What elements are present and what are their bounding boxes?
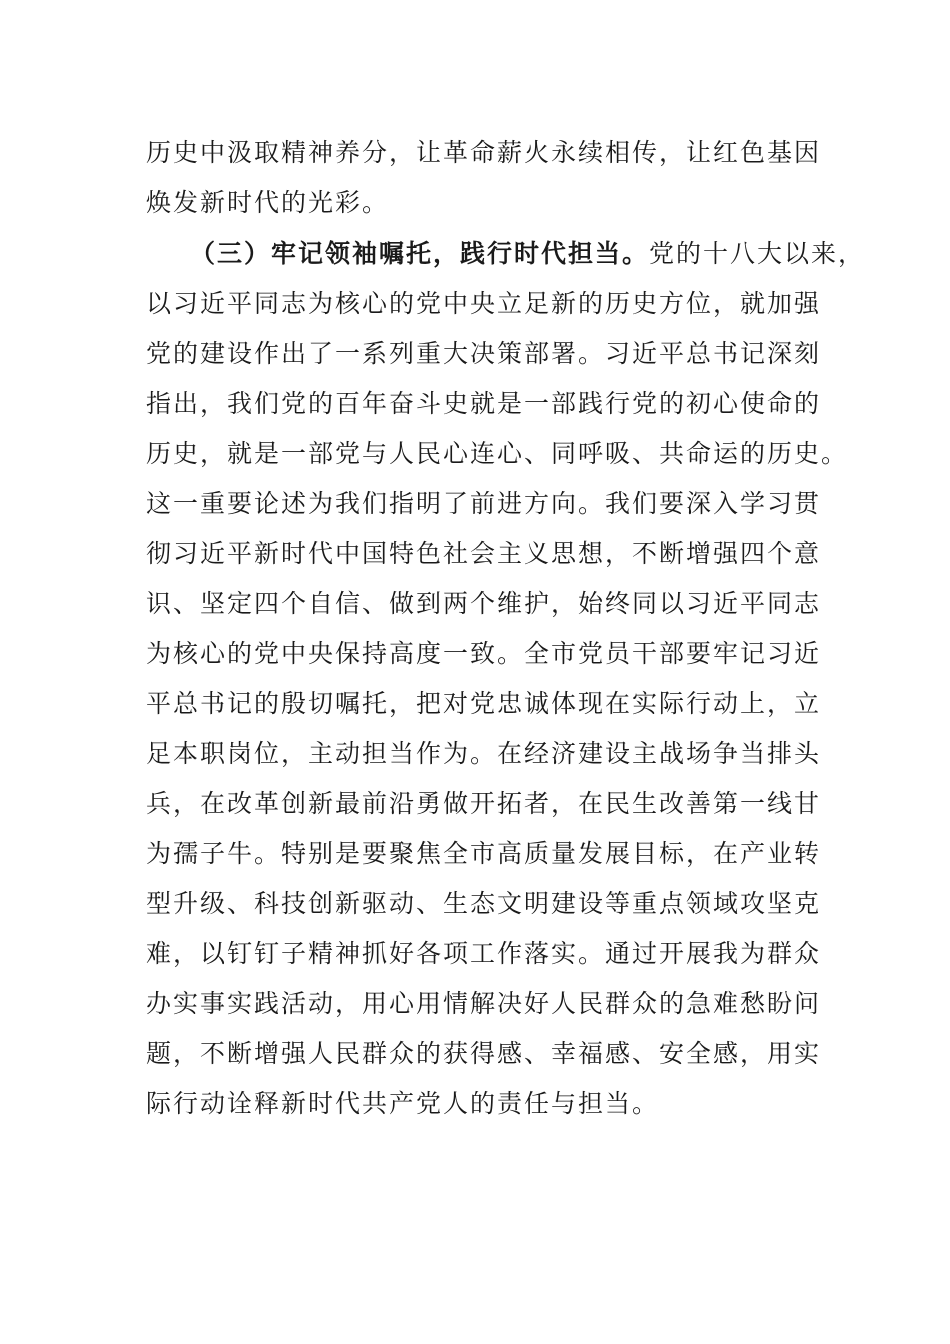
paragraph-2-line-12: 兵，在改革创新最前沿勇做开拓者，在民生改善第一线甘 (146, 789, 822, 818)
paragraph-2-line-10: 平总书记的殷切嘱托，把对党忠诚体现在实际行动上，立 (146, 689, 822, 718)
paragraph-2-line-8: 识、坚定四个自信、做到两个维护，始终同以习近平同志 (146, 589, 822, 618)
paragraph-2-line-17: 题，不断增强人民群众的获得感、幸福感、安全感，用实 (146, 1039, 822, 1068)
paragraph-1-line-1: 历史中汲取精神养分，让革命薪火永续相传，让红色基因 (146, 138, 822, 167)
paragraph-2-line-9: 为核心的党中央保持高度一致。全市党员干部要牢记习近 (146, 639, 822, 668)
paragraph-2-line-15: 难，以钉钉子精神抓好各项工作落实。通过开展我为群众 (146, 939, 822, 968)
paragraph-2-line-18: 际行动诠释新时代共产党人的责任与担当。 (146, 1089, 660, 1118)
paragraph-2-first-line (190, 237, 865, 271)
paragraph-2-line-5: 历史，就是一部党与人民心连心、同呼吸、共命运的历史。 (146, 439, 849, 468)
paragraph-2-line-11: 足本职岗位，主动担当作为。在经济建设主战场争当排头 (146, 739, 822, 768)
section-heading: （三）牢记领袖嘱托，践行时代担当。 (190, 239, 650, 268)
paragraph-2-first-line-text: 党的十八大以来， (649, 239, 866, 268)
paragraph-2-line-3: 党的建设作出了一系列重大决策部署。习近平总书记深刻 (146, 339, 822, 368)
paragraph-2-line-6: 这一重要论述为我们指明了前进方向。我们要深入学习贯 (146, 489, 822, 518)
paragraph-2-line-14: 型升级、科技创新驱动、生态文明建设等重点领域攻坚克 (146, 889, 822, 918)
paragraph-2-line-16: 办实事实践活动，用心用情解决好人民群众的急难愁盼问 (146, 989, 822, 1018)
paragraph-2-line-2: 以习近平同志为核心的党中央立足新的历史方位，就加强 (146, 289, 822, 318)
paragraph-2-line-13: 为孺子牛。特别是要聚焦全市高质量发展目标，在产业转 (146, 839, 822, 868)
paragraph-2-line-4: 指出，我们党的百年奋斗史就是一部践行党的初心使命的 (146, 389, 822, 418)
paragraph-1-line-2: 焕发新时代的光彩。 (146, 188, 390, 217)
paragraph-2-line-7: 彻习近平新时代中国特色社会主义思想，不断增强四个意 (146, 539, 822, 568)
